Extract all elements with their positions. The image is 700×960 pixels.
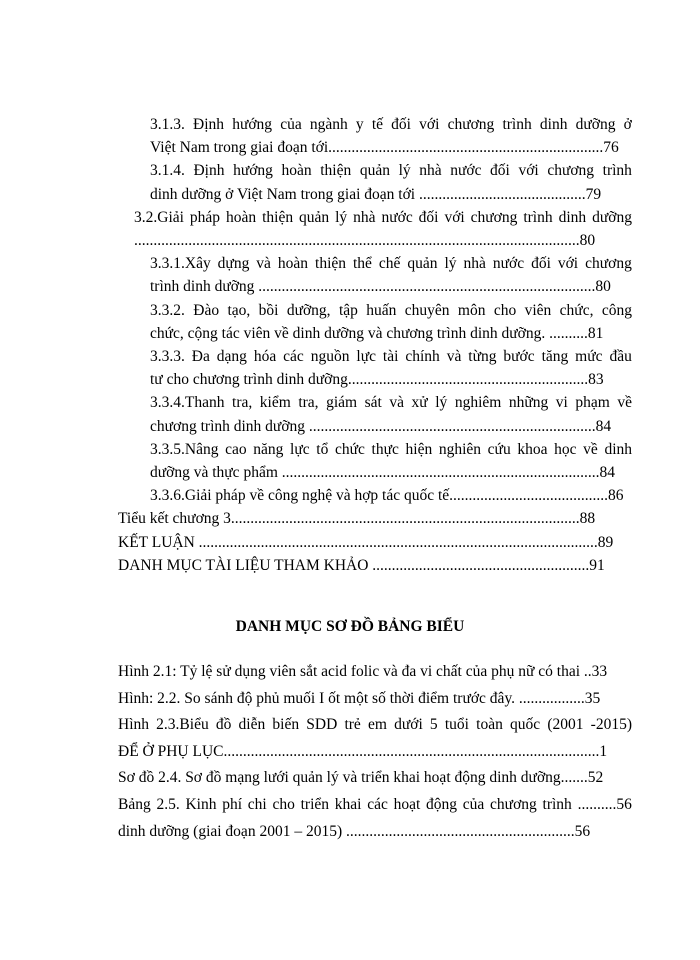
word: SDD <box>306 716 338 734</box>
word: tuổi <box>444 716 469 734</box>
entry-line: 3.3.6.Giải pháp về công nghệ và hợp tác quốc tế.........................................86 <box>150 487 624 505</box>
word: với <box>518 162 539 180</box>
word: và <box>256 255 271 273</box>
word: nhà <box>463 255 486 273</box>
word: trình <box>542 796 572 813</box>
entry-continuation-line: ...................................................................................................................80 <box>134 232 596 249</box>
word: toàn <box>476 716 503 734</box>
word: 3.3.2. <box>150 301 185 319</box>
word: quản <box>359 162 390 180</box>
word: hướng <box>233 162 273 180</box>
word: y <box>355 116 364 133</box>
word: những <box>508 394 549 412</box>
word: nguồn <box>310 348 350 365</box>
word: nước <box>492 255 525 273</box>
word: phạm <box>575 394 610 412</box>
word: đối <box>391 116 411 133</box>
word: hoàn <box>225 208 257 226</box>
word: hoàn <box>281 162 312 180</box>
word: thiện <box>315 255 347 273</box>
word: Bảng <box>118 796 151 813</box>
word: (2001 <box>547 716 584 734</box>
word: huấn <box>366 301 397 319</box>
word: Đa <box>191 348 210 365</box>
word: 5 <box>429 716 438 734</box>
entry-heading-line <box>150 115 632 135</box>
word: tra, <box>232 394 253 412</box>
word: tổ <box>316 440 329 458</box>
entry-line: Hình: 2.2. So sánh độ phủ muối I ốt một số thời điểm trước đây. .................35 <box>118 689 601 707</box>
entry-heading-line <box>150 301 632 321</box>
word: mức <box>575 348 603 365</box>
word: lý <box>335 208 348 226</box>
word: lý <box>398 162 411 180</box>
entry-line: DANH MỤC TÀI LIỆU THAM KHẢO ........................................................91 <box>118 556 605 574</box>
entry-continuation-line: chương trình dinh dưỡng ..........................................................................84 <box>150 417 612 435</box>
word: thể <box>352 255 372 273</box>
word: tập <box>338 301 358 319</box>
word: quản <box>407 255 438 273</box>
word: 2.5. <box>156 796 180 813</box>
entry-continuation-line: ĐỂ Ở PHỤ LỤC.................................................................................................1 <box>118 742 608 760</box>
word: lý <box>444 255 457 273</box>
word: quản <box>299 208 330 226</box>
word: cao <box>225 440 247 458</box>
entry-heading-line <box>150 161 632 181</box>
word: công <box>601 301 632 319</box>
word: lý <box>435 394 448 412</box>
word: phí <box>222 796 243 813</box>
word: với <box>557 255 579 273</box>
entry-line: Sơ đồ 2.4. Sơ đồ mạng lưới quản lý và triển khai hoạt động dinh dưỡng.......52 <box>118 769 604 787</box>
entry-line: Hình 2.1: Tỷ lệ sử dụng viên sắt acid folic và đa vi chất của phụ nữ có thai ..33 <box>118 663 608 680</box>
word: ở <box>623 116 632 133</box>
word: đối <box>490 162 510 180</box>
entry-heading-line <box>134 208 632 228</box>
word: trẻ <box>344 716 361 734</box>
word: chính <box>405 348 440 365</box>
word: pháp <box>189 208 221 226</box>
entry-heading-line <box>150 254 632 274</box>
word: hướng <box>232 116 273 133</box>
word: diễn <box>238 716 266 734</box>
word: năng <box>253 440 284 458</box>
word: bước <box>503 348 535 365</box>
word: thực <box>371 440 399 458</box>
word: lực <box>290 440 310 458</box>
word: em <box>367 716 387 734</box>
word: dưỡng, <box>286 301 331 319</box>
word: chuyên <box>404 301 450 319</box>
entry-continuation-line: chức, cộng tác viên về dinh dưỡng và chương trình dinh dưỡng. ..........81 <box>150 324 604 342</box>
word: môn <box>457 301 486 319</box>
entry-heading-line <box>118 795 632 815</box>
word: Đào <box>193 301 220 319</box>
word: 3.1.4. <box>150 162 185 180</box>
word: chế <box>378 255 401 273</box>
word: dạng <box>216 348 247 365</box>
word: cho <box>272 796 295 813</box>
word: học <box>554 440 577 458</box>
word: trình <box>502 116 532 133</box>
word: và <box>446 348 462 365</box>
word: tế <box>371 116 384 133</box>
word: chức, <box>559 301 594 319</box>
word: hiện <box>405 440 433 458</box>
word: chương <box>490 796 537 813</box>
word: với <box>444 208 465 226</box>
word: 3.2.Giải <box>134 208 184 226</box>
entry-continuation-line: dinh dưỡng (giai đoạn 2001 – 2015) ...........................................................56 <box>118 822 591 840</box>
word: trình <box>523 208 553 226</box>
word: nghiêm <box>454 394 502 412</box>
word: kiểm <box>259 394 291 412</box>
word: khoa <box>517 440 548 458</box>
word: Kinh <box>185 796 217 813</box>
word: tài <box>382 348 399 365</box>
word: tra, <box>298 394 319 412</box>
word: dinh <box>558 208 587 226</box>
word: chi <box>247 796 267 813</box>
word: ngành <box>309 116 348 133</box>
word: thiện <box>262 208 294 226</box>
word: xử <box>411 394 428 412</box>
word: chương <box>585 255 632 273</box>
word: đầu <box>609 348 632 365</box>
word: các <box>283 348 304 365</box>
entry-continuation-line: Việt Nam trong giai đoạn tới.......................................................................76 <box>150 139 619 157</box>
word: hoàn <box>277 255 309 273</box>
word: từng <box>468 348 497 365</box>
word: 3.3.4.Thanh <box>150 394 225 412</box>
word: sát <box>364 394 382 412</box>
entry-line: KẾT LUẬN .......................................................................................................89 <box>118 533 614 551</box>
entry-heading-line <box>118 715 632 735</box>
word: dưỡng <box>575 116 616 133</box>
word: dưới <box>394 716 423 734</box>
word: bồi <box>258 301 279 319</box>
entry-heading-line <box>150 440 632 460</box>
word: Hình <box>118 716 149 734</box>
word: triển <box>300 796 330 813</box>
word: nhà <box>419 162 442 180</box>
word: biến <box>272 716 300 734</box>
entry-heading-line <box>150 393 632 413</box>
entry-continuation-line: tư cho chương trình dinh dưỡng..............................................................83 <box>150 371 604 389</box>
word: lực <box>356 348 376 365</box>
word: dinh <box>604 440 632 458</box>
word: của <box>280 116 302 133</box>
word: ..........56 <box>577 796 632 813</box>
word: đối <box>418 208 439 226</box>
word: nước <box>450 162 482 180</box>
word: hóa <box>253 348 277 365</box>
word: đối <box>531 255 551 273</box>
word: 3.3.1.Xây <box>150 255 211 273</box>
word: về <box>583 440 598 458</box>
word: về <box>617 394 632 412</box>
word: hoạt <box>393 796 421 813</box>
word: động <box>426 796 458 813</box>
word: cho <box>493 301 517 319</box>
word: dưỡng <box>592 208 632 226</box>
word: tạo, <box>227 301 251 319</box>
word: khai <box>334 796 362 813</box>
word: giám <box>326 394 358 412</box>
word: cứu <box>487 440 511 458</box>
entry-line: Tiểu kết chương 3..........................................................................................88 <box>118 510 596 528</box>
word: các <box>367 796 388 813</box>
word: 3.3.3. <box>150 348 185 365</box>
word: và <box>389 394 404 412</box>
word: chương <box>470 208 518 226</box>
word: Định <box>193 116 225 133</box>
word: trình <box>602 162 632 180</box>
entry-continuation-line: trình dinh dưỡng .......................................................................................80 <box>150 278 611 296</box>
word: -2015) <box>590 716 632 734</box>
word: chức <box>334 440 365 458</box>
word: đồ <box>215 716 232 734</box>
word: viên <box>524 301 552 319</box>
word: quốc <box>510 716 541 734</box>
word: tăng <box>541 348 569 365</box>
word: vi <box>555 394 568 412</box>
entry-heading-line <box>150 347 632 367</box>
word: nước <box>381 208 413 226</box>
word: nhà <box>353 208 376 226</box>
word: 3.3.5.Nâng <box>150 440 219 458</box>
word: Định <box>193 162 225 180</box>
word: dựng <box>217 255 250 273</box>
word: của <box>462 796 485 813</box>
entry-continuation-line: dinh dưỡng ở Việt Nam trong giai đoạn tới ...........................................79 <box>150 185 602 203</box>
word: 2.3.Biểu <box>156 716 209 734</box>
entry-continuation-line: dưỡng và thực phẩm ..................................................................................84 <box>150 464 615 481</box>
word: chương <box>447 116 495 133</box>
word: nghiên <box>438 440 482 458</box>
word: chương <box>547 162 595 180</box>
word: với <box>419 116 440 133</box>
word: thiện <box>320 162 352 180</box>
word: 3.1.3. <box>150 116 185 133</box>
word: dinh <box>539 116 568 133</box>
figures-list-title: DANH MỤC SƠ ĐỒ BẢNG BIỂU <box>235 618 465 635</box>
